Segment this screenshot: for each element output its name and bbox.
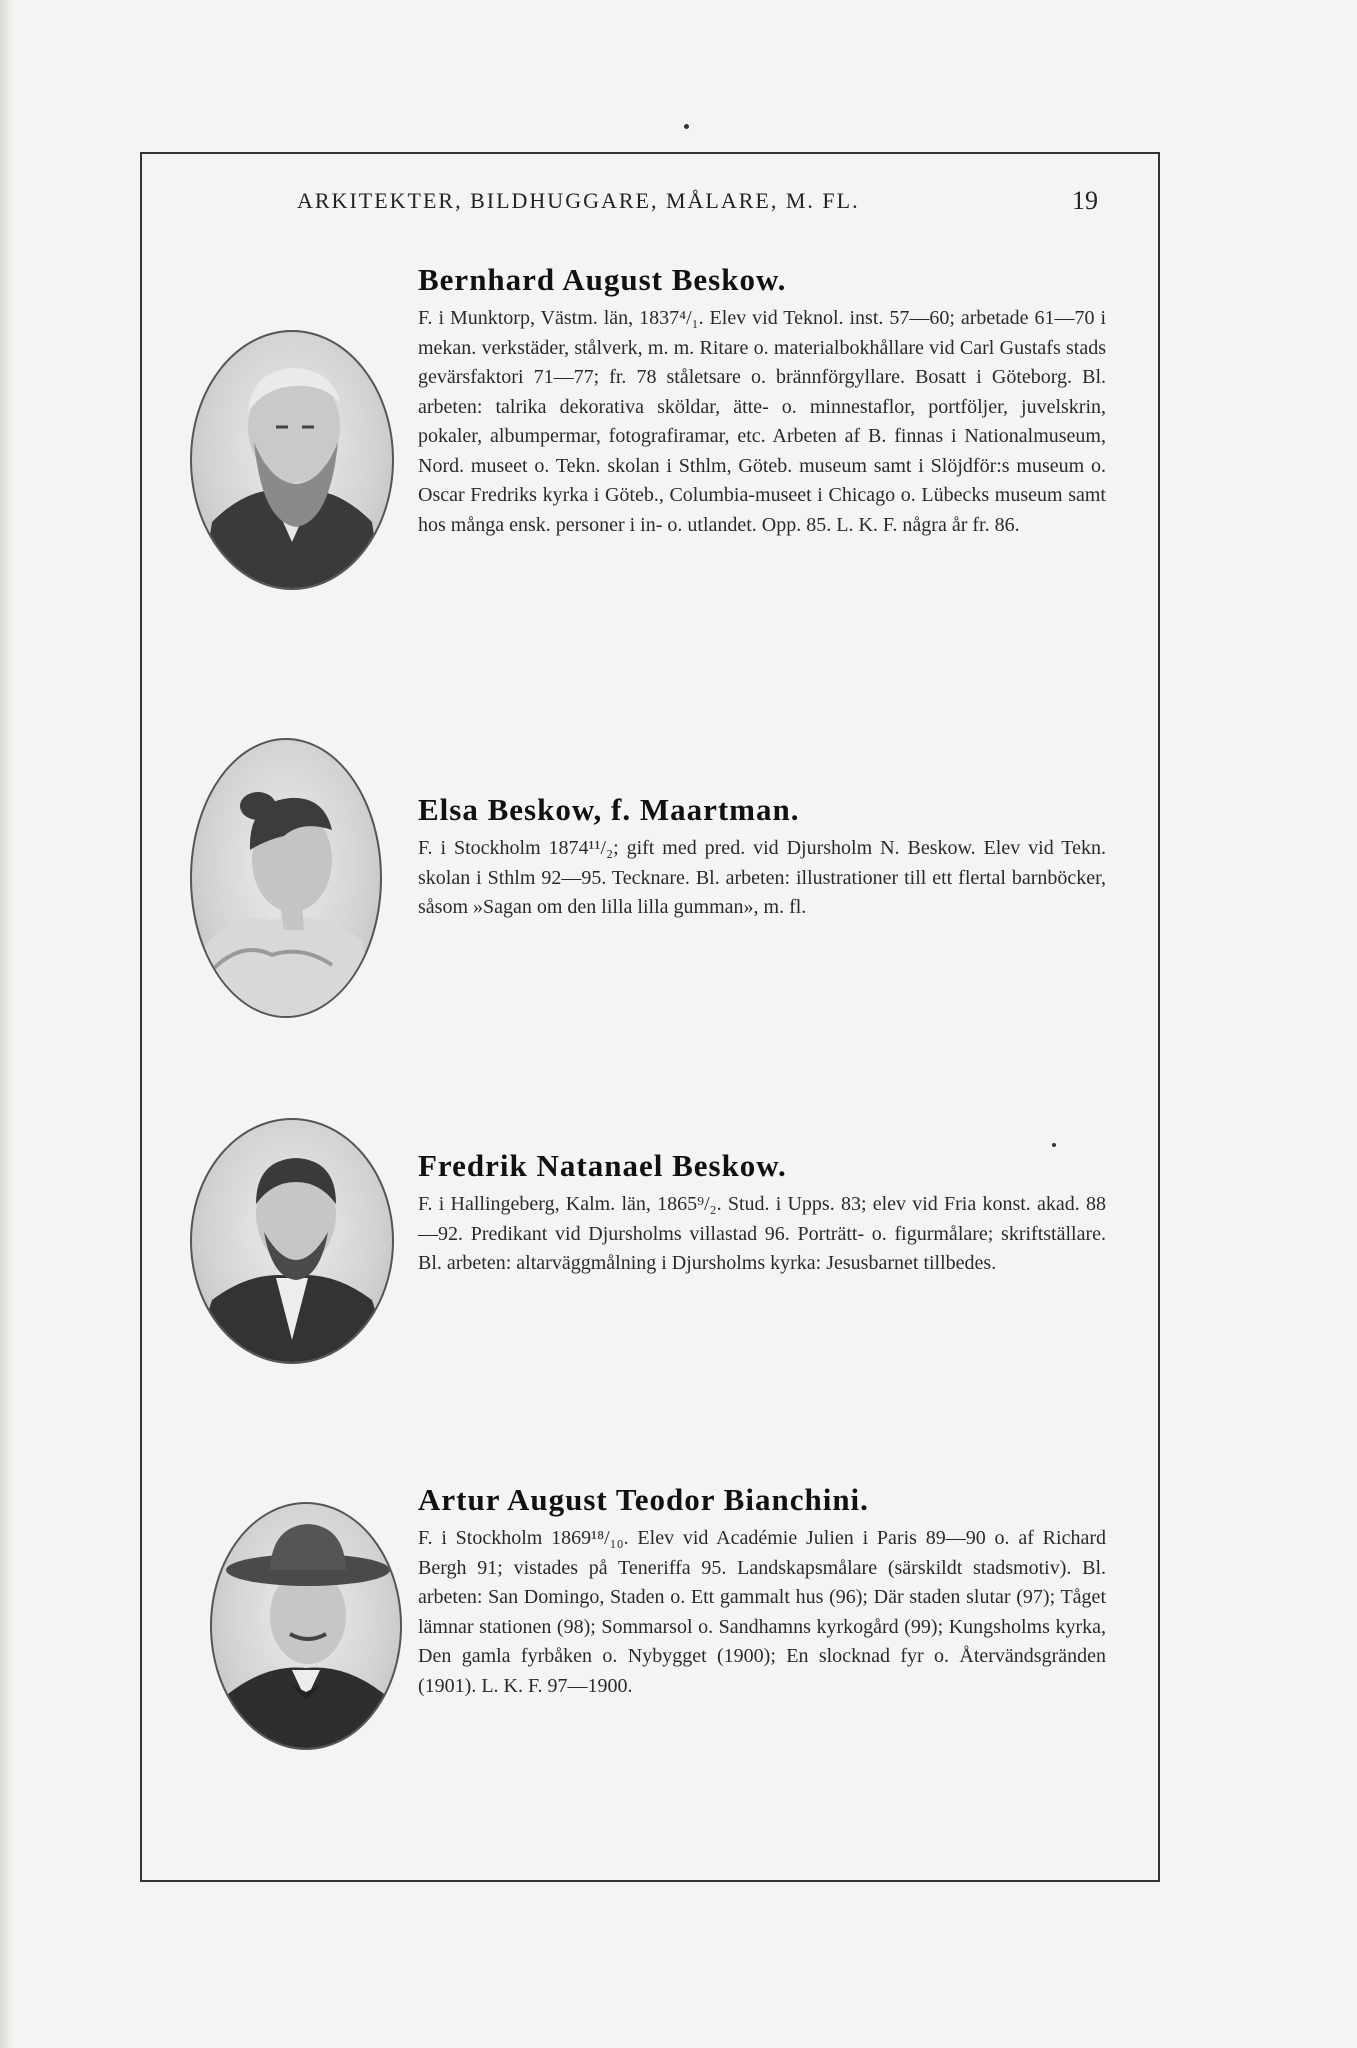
running-title: ARKITEKTER, BILDHUGGARE, MÅLARE, M. FL. — [297, 188, 860, 213]
portrait-artur-bianchini — [210, 1502, 402, 1750]
bearded-young-man-portrait-icon — [192, 1120, 392, 1362]
speck — [684, 124, 689, 129]
entry-artur-bianchini — [418, 1482, 1106, 1701]
entry-elsa-beskow — [418, 792, 1106, 923]
entry-fredrik-beskow — [418, 1148, 1106, 1279]
entry-name: Elsa Beskow, f. Maartman. — [418, 792, 800, 827]
entry-bio: F. i Stockholm 1869¹⁸/₁₀. Elev vid Académie Julien i Paris 89—90 o. af Richard Bergh 91; vistades på Teneriffa 95. Landskapsmålare (särskildt stadsmotiv). Bl. arbeten: San Domingo, Staden o. Ett gammalt hus (96); Där staden slutar (97); Tåget lämnar stationen (98); Sommarsol o. Sandhamns kyrkogård (99); Kungsholms kyrka, Den gamla fyrbåken o. Nybygget (1900); En slocknad fyr o. Återvändsgränden (1901). L. K. F. 97—1900. — [418, 1527, 1106, 1697]
entry-name: Fredrik Natanael Beskow. — [418, 1148, 787, 1183]
entry-bio: F. i Munktorp, Västm. län, 1837⁴/₁. Elev vid Teknol. inst. 57—60; arbetade 61—70 i mekan. verkstäder, stålverk, m. m. Ritare o. materialbokhållare vid Carl Gustafs stads gevärsfaktori 71—77; fr. 78 ståletsare o. brännförgyllare. Bosatt i Göteborg. Bl. arbeten: talrika dekorativa sköldar, ätte- o. minnestaflor, portföljer, juvelskrin, pokaler, albumpermar, fotografiramar, etc. Arbeten af B. finnas i Nationalmuseum, Nord. museet o. Tekn. skolan i Sthlm, Göteb. museum samt i Slöjdför:s museum o. Oscar Fredriks kyrka i Göteb., Columbia-museet i Chicago o. Lübecks museum samt hos många ensk. personer i in- o. utlandet. Opp. 85. L. K. F. några år fr. 86. — [418, 307, 1106, 536]
page-edge — [0, 0, 14, 2048]
entry-bio: F. i Hallingeberg, Kalm. län, 1865⁹/₂. Stud. i Upps. 83; elev vid Fria konst. akad. 88—92. Predikant vid Djursholms villastad 96. Porträtt- o. figurmålare; skriftställare. Bl. arbeten: altarväggmålning i Djursholms kyrka: Jesusbarnet tillbedes. — [418, 1193, 1106, 1274]
bearded-man-portrait-icon — [192, 332, 392, 588]
portrait-fredrik-beskow — [190, 1118, 394, 1364]
man-with-hat-portrait-icon — [212, 1504, 400, 1748]
portrait-bernhard-beskow — [190, 330, 394, 590]
entry-bernhard-beskow — [418, 262, 1106, 540]
entry-name: Artur August Teodor Bianchini. — [418, 1482, 869, 1517]
page-number: 19 — [1072, 186, 1098, 215]
entry-bio: F. i Stockholm 1874¹¹/₂; gift med pred. vid Djursholm N. Beskow. Elev vid Tekn. skolan i Sthlm 92—95. Tecknare. Bl. arbeten: illustrationer till ett flertal barnböcker, såsom »Sagan om den lilla lilla gumman», m. fl. — [418, 837, 1106, 918]
entry-name: Bernhard August Beskow. — [418, 262, 787, 297]
woman-profile-portrait-icon — [192, 740, 380, 1016]
portrait-elsa-beskow — [190, 738, 382, 1018]
